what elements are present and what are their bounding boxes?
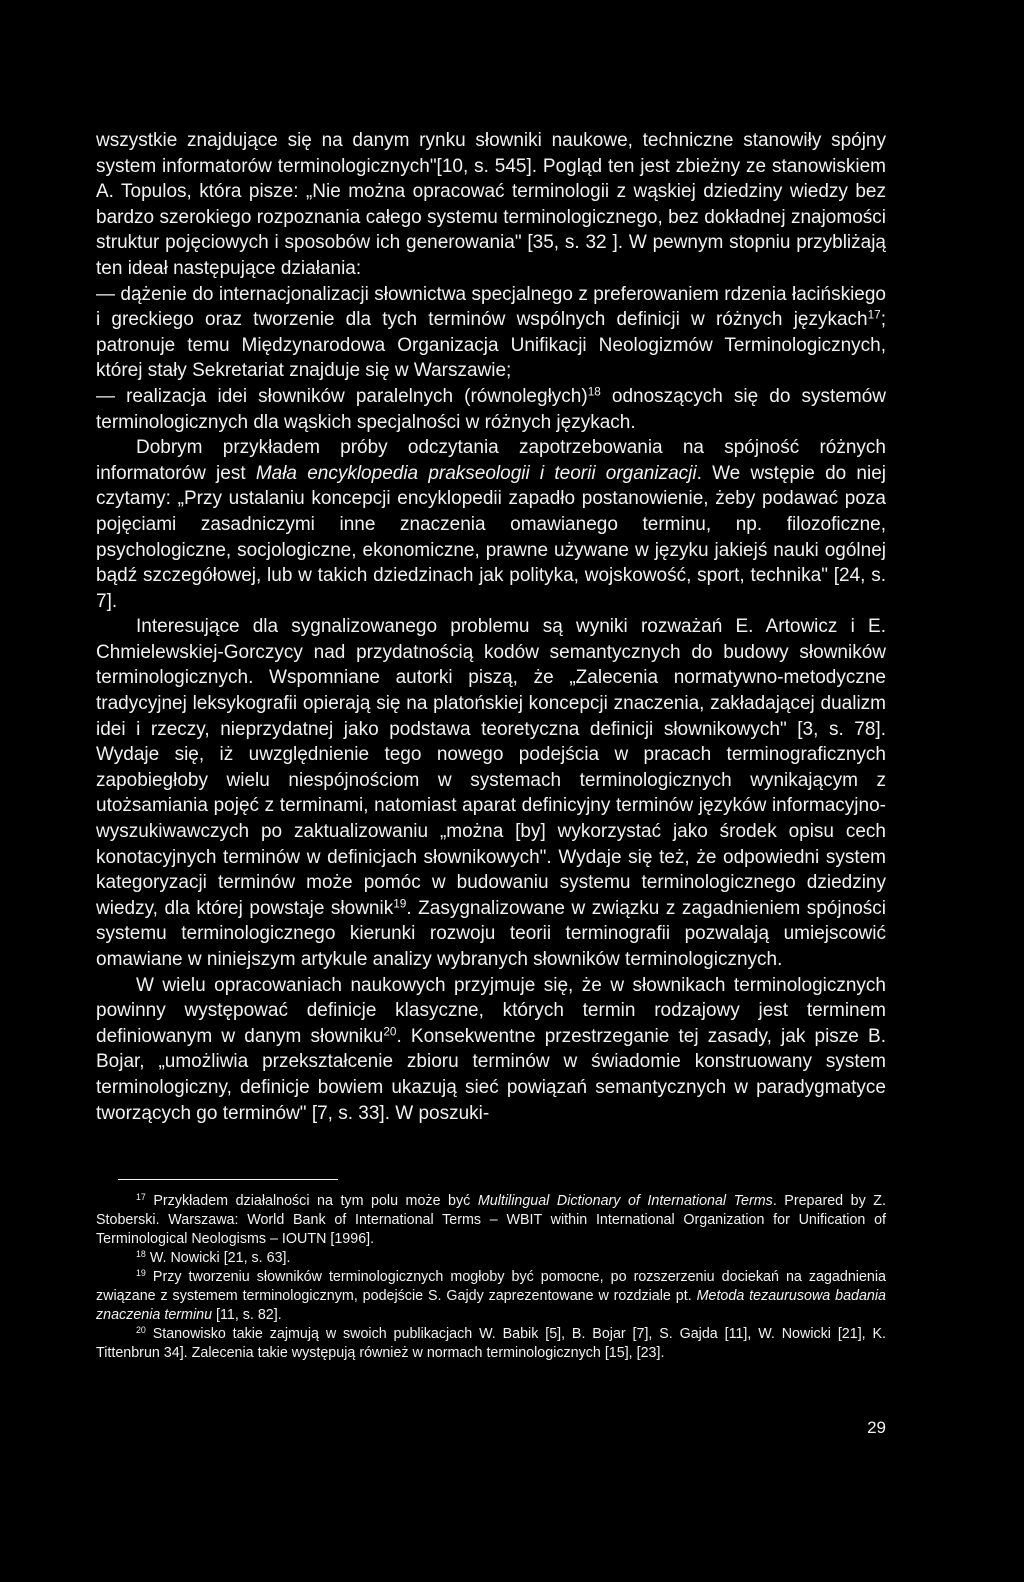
footnote-text: W. Nowicki [21, s. 63]. <box>145 1250 291 1266</box>
footnotes <box>96 1192 886 1363</box>
paragraph-text: odnoszących się do systemów terminologicznych dla wąskich specjalności w różnych językach. <box>96 385 887 433</box>
footnote-text: . Prepared by Z. Stoberski. Warszawa: World Bank of International Terms – WBIT within International Organization for Unification of Terminological Neologisms – IOUTN [1996]. <box>96 1193 886 1247</box>
paragraph-3-list-item <box>96 384 886 435</box>
paragraph-text: wszystkie znajdujące się na danym rynku słowniki naukowe, techniczne stanowiły spójny system informatorów terminologicznych"[10, s. 545]. Pogląd ten jest zbieżny ze stanowiskiem A. Topulos, która pisze: „Nie można opracować terminologii z wąskiej dziedziny wiedzy bez bardzo szerokiego rozpoznania całego systemu terminologicznego, bez dokładnej znajomości struktur pojęciowych i sposobów ich generowania" [35, s. 32 ]. W pewnym stopniu przybliżają ten ideał następujące działania: <box>96 130 886 279</box>
footnote-text: Stanowisko takie zajmują w swoich publikacjach W. Babik [5], B. Bojar [7], S. Gajda [11], W. Nowicki [21], K. Tittenbrun 34]. Zalecenia takie występują również w normach terminologicznych [15], [23]. <box>96 1326 886 1361</box>
footnote-number: 18 <box>136 1249 146 1260</box>
paragraph-text: — dążenie do internacjonalizacji słownictwa specjalnego z preferowaniem rdzenia łacińskiego i greckiego oraz tworzenie dla tych terminów wspólnych definicji w różnych językach <box>96 283 886 331</box>
paragraph-text: Dobrym przykładem próby odczytania zapotrzebowania na spójność różnych informatorów jest <box>96 437 886 484</box>
page-number: 29 <box>867 1418 886 1437</box>
paragraph-4 <box>96 435 886 614</box>
footnote-text: [11, s. 82]. <box>212 1307 282 1323</box>
footnote-18 <box>96 1249 886 1268</box>
paragraph-text: ; patronuje temu Międzynarodowa Organizacja Unifikacji Neologizmów Terminologicznych, której stały Sekretariat znajduje się w Warszawie; <box>96 309 886 382</box>
footnote-number: 20 <box>136 1325 146 1336</box>
footnote-text: Przy tworzeniu słowników terminologicznych mogłoby być pomocne, po rozszerzeniu dociekań na zagadnienia związane z systemem terminologicznym, podejście S. Gajdy zaprezentowane w rozdziale pt. <box>96 1269 886 1304</box>
footnote-italic-title: Metoda tezaurusowa badania znaczenia terminu <box>96 1288 887 1323</box>
paragraph-text: W wielu opracowaniach naukowych przyjmuje się, że w słownikach terminologicznych powinny występować definicje klasyczne, których termin rodzajowy jest terminem definiowanym w danym słowniku <box>96 974 886 1047</box>
footnote-text: Przykładem działalności na tym polu może być <box>145 1193 478 1209</box>
footnote-ref-20[interactable]: 20 <box>383 1025 397 1039</box>
footnote-19 <box>96 1268 886 1325</box>
footnote-number: 19 <box>136 1268 146 1279</box>
footnote-20 <box>96 1325 886 1363</box>
paragraph-text: . Zasygnalizowane w związku z zagadnieniem spójności systemu terminologicznego kierunki rozwoju teorii terminografii pozwalają umiejscowić omawiane w niniejszym artykule analizy wybranych słowników terminologicznych. <box>96 897 886 970</box>
paragraph-text: . Konsekwentne przestrzeganie tej zasady, jak pisze B. Bojar, „umożliwia przekształcenie zbioru terminów w świadomie konstruowany system terminologiczny, definicje bowiem ukazują sieć powiązań semantycznych w paradygmatyce tworzących go terminów" [7, s. 33]. W poszuki- <box>96 1025 886 1124</box>
footnote-17 <box>96 1192 886 1249</box>
paragraph-text: Interesujące dla sygnalizowanego problemu są wyniki rozważań E. Artowicz i E. Chmielewskiej-Gorczycy nad przydatnością kodów semantycznych do budowy słowników terminologicznych. Wspomniane autorki piszą, że „Zalecenia normatywno-metodyczne tradycyjnej leksykografii opierają się na platońskiej koncepcji znaczenia, zakładającej dualizm idei i rzeczy, nieprzydatnej jako podstawa teoretyczna definicji słownikowych" [3, s. 78]. Wydaje się, iż uwzględnienie tego nowego podejścia w pracach terminograficznych zapobiegłoby wielu niespójnościom w systemach terminologicznych wynikającym z utożsamiania pojęć z terminami, natomiast aparat definicyjny terminów języków informacyjno-wyszukiwawczych po zaktualizowaniu „można [by] wykorzystać jako środek opisu cech konotacyjnych terminów w definicjach słownikowych". Wydaje się też, że odpowiedni system kategoryzacji terminów może pomóc w budowaniu systemu terminologicznego dziedziny wiedzy, dla której powstaje słownik <box>96 616 886 919</box>
paragraph-1 <box>96 128 886 282</box>
footnote-divider <box>118 1179 338 1180</box>
paragraph-2-list-item <box>96 282 886 384</box>
footnote-ref-18[interactable]: 18 <box>587 385 601 399</box>
paragraph-6 <box>96 973 886 1127</box>
book-title: Mała encyklopedia prakseologii i teorii organizacji <box>255 462 697 484</box>
footnote-ref-17[interactable]: 17 <box>867 308 881 322</box>
paragraph-text: . We wstępie do niej czytamy: „Przy ustalaniu koncepcji encyklopedii zapadło postanowienie, żeby podawać poza pojęciami zasadniczymi inne znaczenia omawianego terminu, np. filozoficzne, psychologiczne, socjologiczne, ekonomiczne, prawne używane w języku jakiejś nauki ogólnej bądź szczegółowej, lub w takich dziedzinach jak polityka, wojskowość, sport, technika" [24, s. 7]. <box>96 462 887 612</box>
footnote-ref-19[interactable]: 19 <box>393 897 407 911</box>
paragraph-5 <box>96 614 886 972</box>
footnote-number: 17 <box>136 1192 146 1203</box>
main-text <box>96 128 886 1126</box>
paragraph-text: — realizacja idei słowników paralelnych (równoległych) <box>96 385 588 407</box>
footnote-italic-title: Multilingual Dictionary of International Terms <box>477 1193 773 1209</box>
